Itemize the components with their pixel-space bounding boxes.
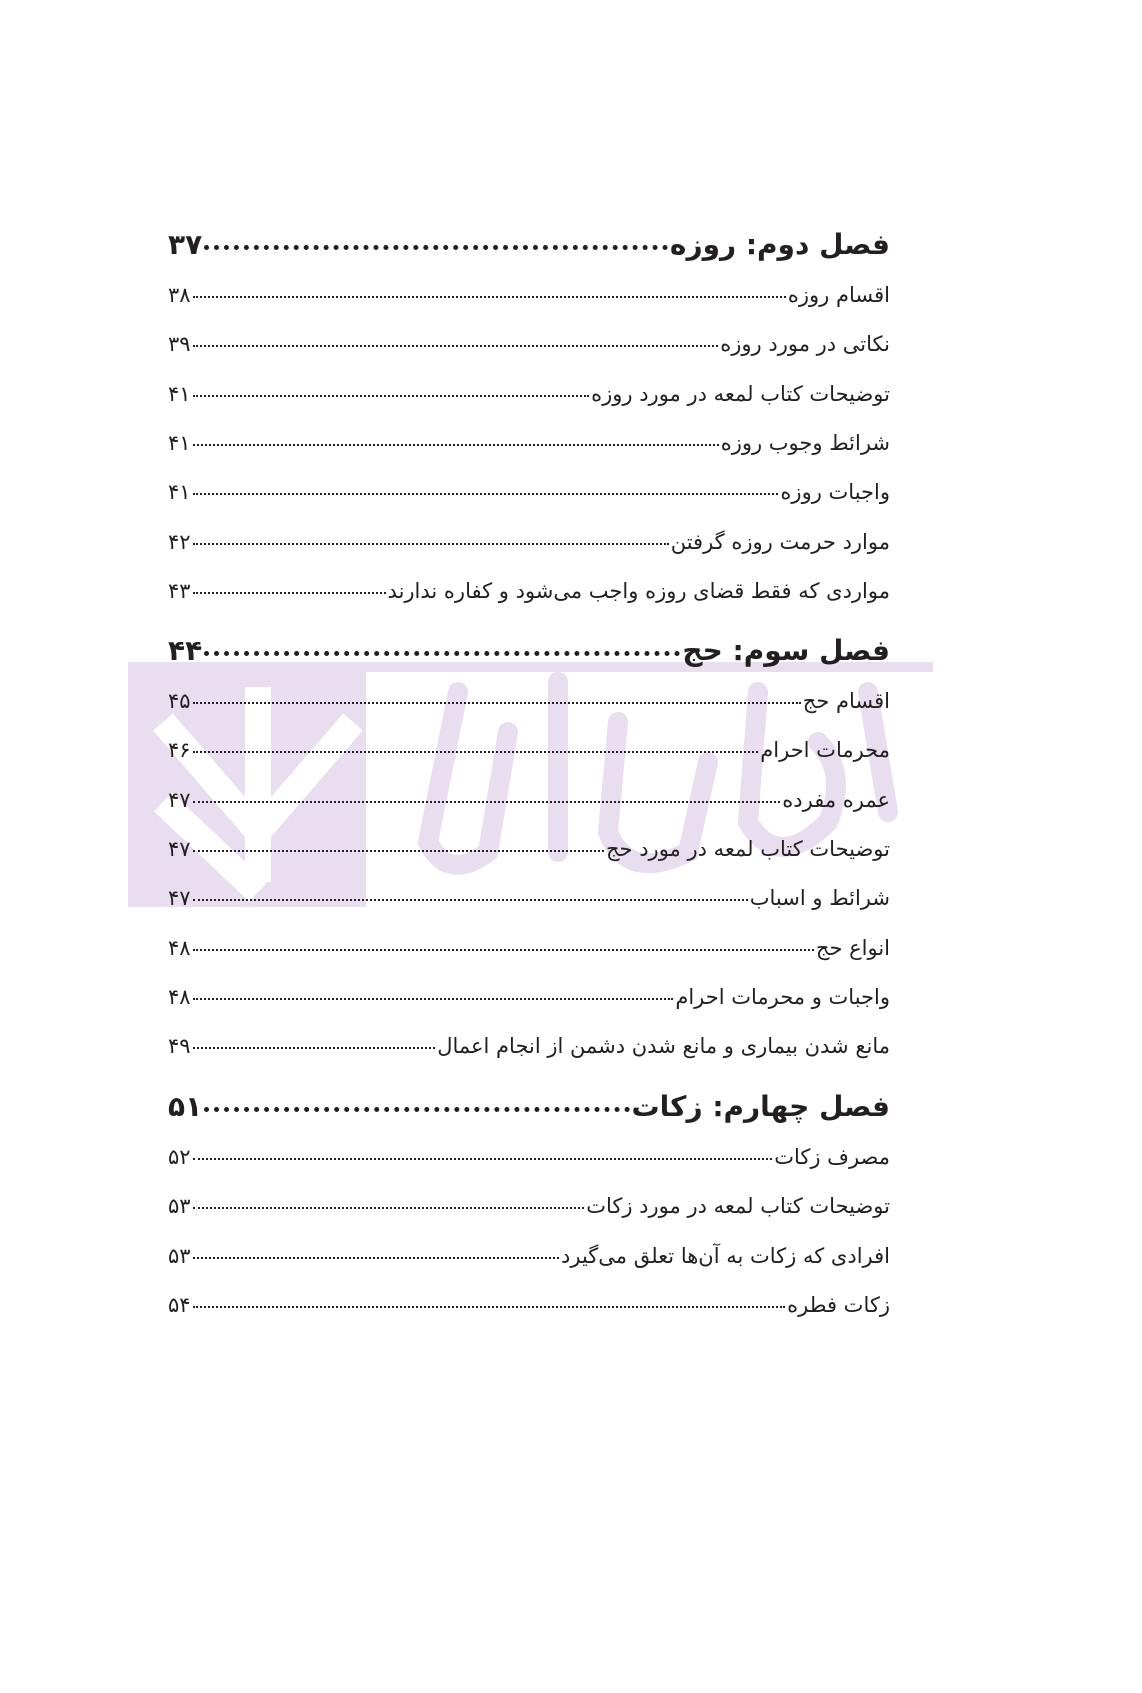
toc-entry[interactable] [168,837,890,886]
page-number: ۴۱ [168,430,191,455]
entry-title: اقسام روزه [787,283,890,307]
entry-title: موارد حرمت روزه گرفتن [670,529,890,554]
page-number: ۵۳ [168,1194,191,1219]
chapter-heading[interactable] [168,1090,890,1139]
toc-entry[interactable] [168,332,890,381]
toc-entry[interactable] [168,985,890,1034]
entry-title: شرائط وجوب روزه [720,430,890,455]
toc-entry[interactable] [168,936,890,985]
toc-entry[interactable] [168,1244,890,1293]
page-number: ۴۱ [168,381,191,406]
toc-entry[interactable] [168,689,890,738]
page-number: ۴۷ [168,886,191,911]
entry-title: عمره مفرده [782,787,890,812]
entry-title: زکات فطره [787,1292,890,1317]
dot-leader [193,1257,559,1259]
chapter-heading[interactable] [168,228,890,277]
page-number: ۵۲ [168,1145,191,1169]
page-number: ۴۵ [168,689,191,713]
dot-leader [193,1047,436,1049]
dot-leader [193,395,590,397]
toc-entry[interactable] [168,788,890,837]
dot-leader [193,543,669,545]
entry-title: مصرف زکات [774,1145,890,1169]
toc-entry[interactable] [168,480,890,529]
page-number: ۴۲ [168,529,191,554]
dot-leader [204,1107,629,1112]
entry-title: فصل سوم: حج [682,634,890,667]
dot-leader [193,850,604,852]
entry-title: توضیحات کتاب لمعه در مورد روزه [591,381,890,406]
toc-entry[interactable] [168,886,890,935]
dot-leader [204,651,680,656]
entry-title: نکاتی در مورد روزه [720,332,890,357]
page-number: ۴۸ [168,984,191,1009]
entry-title: محرمات احرام [760,738,890,763]
dot-leader [193,702,801,704]
toc-entry[interactable] [168,1293,890,1342]
toc-entry[interactable] [168,530,890,579]
page-number: ۴۹ [168,1034,191,1059]
entry-title: واجبات روزه [780,480,890,505]
entry-title: توضیحات کتاب لمعه در مورد حج [605,836,890,861]
page-number: ۵۱ [168,1090,203,1123]
dot-leader [193,801,781,803]
toc-entry[interactable] [168,283,890,332]
toc-entry[interactable] [168,738,890,787]
entry-title: توضیحات کتاب لمعه در مورد زکات [586,1194,890,1219]
dot-leader [193,751,759,753]
toc-entry[interactable] [168,1034,890,1083]
dot-leader [193,345,719,347]
dot-leader [193,1207,585,1209]
chapter-heading[interactable] [168,634,890,683]
page-number: ۴۱ [168,480,191,505]
toc-entry[interactable] [168,1194,890,1243]
dot-leader [193,444,719,446]
dot-leader [193,1306,786,1308]
dot-leader [193,493,779,495]
dot-leader [204,245,668,250]
entry-title: مواردی که فقط قضای روزه واجب می‌شود و کفاره ندارند [387,578,890,603]
page-number: ۳۹ [168,332,191,357]
toc-entry[interactable] [168,1145,890,1194]
dot-leader [193,949,814,951]
entry-title: واجبات و محرمات احرام [675,984,890,1009]
page-number: ۴۳ [168,578,191,603]
entry-title: انواع حج [815,935,890,960]
dot-leader [193,296,786,298]
page-number: ۴۸ [168,935,191,960]
dot-leader [193,1158,773,1160]
page-number: ۴۶ [168,738,191,763]
entry-title: افرادی که زکات به آن‌ها تعلق می‌گیرد [561,1243,890,1268]
entry-title: فصل دوم: روزه [669,228,890,261]
page-number: ۴۷ [168,836,191,861]
dot-leader [193,592,386,594]
entry-title: اقسام حج [802,689,890,713]
page-number: ۵۳ [168,1243,191,1268]
dot-leader [193,899,748,901]
page-number: ۳۷ [168,228,203,261]
dot-leader [193,998,674,1000]
entry-title: شرائط و اسباب [749,886,890,911]
entry-title: فصل چهارم: زکات [631,1090,890,1123]
page-number: ۴۴ [168,634,203,667]
toc-entry[interactable] [168,382,890,431]
page-number: ۳۸ [168,283,191,307]
page-number: ۵۴ [168,1292,191,1317]
page-number: ۴۷ [168,787,191,812]
entry-title: مانع شدن بیماری و مانع شدن دشمن از انجام اعمال [437,1034,890,1059]
toc-entry[interactable] [168,579,890,628]
toc-entry[interactable] [168,431,890,480]
